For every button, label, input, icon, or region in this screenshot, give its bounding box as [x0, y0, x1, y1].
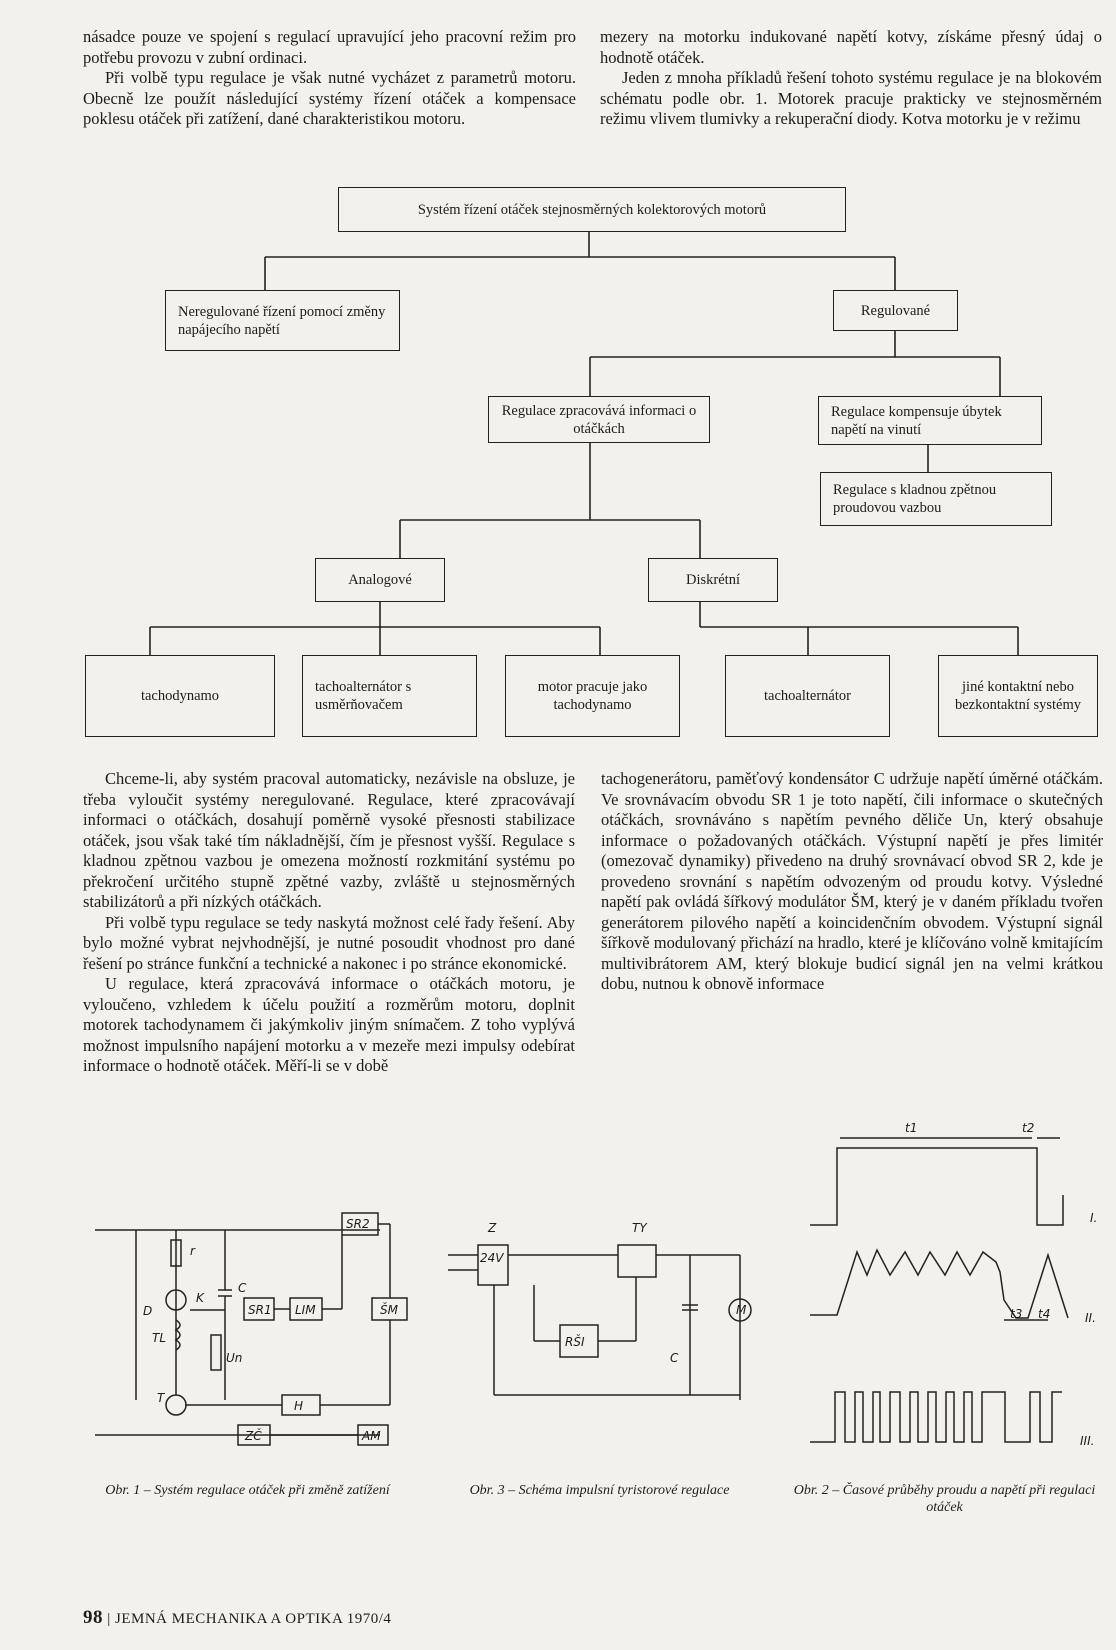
paragraph: tachogenerátoru, paměťový kondensátor C udržuje napětí úměrné otáčkám. Ve srovnávacím obvodu SR 1 je toto napětí, čili informace o skutečných otáčkách, srovnáváno s napětím pevného děliče Un, který obsahuje informace o požadovaných otáčkách. Výstupní napětí je přes limitér (omezovač dynamiky) přivedeno na druhý srovnávací obvod SR 2, kde je provedeno srovnání s napětím odvozeným od proudu kotvy. Výsledné napětí pak ovládá šířkový modulátor ŠM, který je v daném příkladu tvořen generátorem pilového napětí a koincidenčním obvodem. Výstupní signál šířkově modulovaný přichází na hradlo, které je klíčováno volně kmitajícím multivibrátorem AM, který blokuje budicí signál jen na velmi krátkou dobu, nutnou k obnově informace — [601, 769, 1103, 993]
tree-positive-feedback-box: Regulace s kladnou zpětnou proudovou vazbou — [820, 472, 1052, 526]
fig1-label: TL — [152, 1331, 167, 1345]
tree-leaf-box: tachoalternátor s usměrňovačem — [302, 655, 477, 737]
fig3-label: TY — [632, 1221, 647, 1235]
fig1-label: ŠM — [380, 1303, 398, 1317]
fig1-label: H — [294, 1399, 304, 1413]
fig1-label: ZČ — [245, 1429, 262, 1443]
fig3-label: C — [670, 1351, 679, 1365]
fig2-waveforms — [810, 1138, 1068, 1442]
fig2-label: t4 — [1038, 1307, 1051, 1321]
fig2-label: III. — [1080, 1434, 1095, 1448]
fig2-label: t3 — [1010, 1307, 1023, 1321]
fig3-schematic — [448, 1245, 751, 1400]
caption-obr1: Obr. 1 – Systém regulace otáček při změně zatížení — [105, 1483, 390, 1498]
fig1-label: SR1 — [248, 1303, 272, 1317]
fig3-labels — [480, 1221, 747, 1365]
tree-info-box: Regulace zpracovává informaci o otáčkách — [488, 396, 710, 443]
tree-unregulated-box: Neregulované řízení pomocí změny napájecího napětí — [165, 290, 400, 351]
fig2-label: t1 — [905, 1121, 918, 1135]
fig2-label: II. — [1085, 1311, 1096, 1325]
fig1-label: D — [143, 1304, 153, 1318]
tree-analog-box: Analogové — [315, 558, 445, 602]
tree-leaf-box: tachoalternátor — [725, 655, 890, 737]
caption-obr3: Obr. 3 – Schéma impulsní tyristorové regulace — [469, 1483, 730, 1498]
fig1-label: r — [190, 1244, 195, 1258]
fig3-label: 24V — [480, 1251, 504, 1265]
tree-leaf-box: jiné kontaktní nebo bezkontaktní systémy — [938, 655, 1098, 737]
fig3-label: Z — [488, 1221, 497, 1235]
page-footer — [83, 1607, 391, 1629]
tree-discrete-box: Diskrétní — [648, 558, 778, 602]
fig1-label: AM — [362, 1429, 381, 1443]
paragraph: Chceme-li, aby systém pracoval automaticky, nezávisle na obsluze, je třeba vyloučit systémy neregulované. Regulace, které zpracovávají informaci o otáčkách, dosahují poměrně vysoké přesnosti stabilizace otáček, jsou však také tím nákladnější, čím je přesnost vyšší. Regulace s kladnou zpětnou vazbou je omezena možností rozkmitání systému po překročení určitého stupně zpětné vazby, zvláště u stejnosměrných stabilizátorů a při nízkých otáčkách. — [83, 769, 575, 911]
fig1-schematic — [95, 1213, 407, 1445]
fig3-label: M — [736, 1303, 747, 1317]
tree-regulated-box: Regulované — [833, 290, 958, 331]
journal-name: JEMNÁ MECHANIKA A OPTIKA 1970/4 — [115, 1611, 392, 1627]
fig1-label: K — [196, 1291, 204, 1305]
paragraph: U regulace, která zpracovává informace o otáčkách motoru, je vyloučeno, vzhledem k účelu použití a rozměrům motoru, doplnit motorek tachodynamem či jakýmkoliv jiným snímačem. Z toho vyplývá možnost impulsního napájení motorku a v mezeře mezi impulsy odebírat informace o hodnotě otáček. Měří-li se v době — [83, 974, 575, 1075]
paragraph: násadce pouze ve spojení s regulací upravující jeho pracovní režim pro potřebu provozu v zubní ordinaci. — [83, 27, 576, 67]
page-number: 98 — [83, 1607, 103, 1628]
fig3-label: RŠI — [565, 1335, 585, 1349]
fig2-label: I. — [1090, 1211, 1098, 1225]
fig1-label: LIM — [295, 1303, 316, 1317]
fig1-label: Un — [226, 1351, 243, 1365]
caption-obr2: Obr. 2 – Časové průběhy proudu a napětí při regulaci otáček — [793, 1483, 1096, 1515]
fig1-label: C — [238, 1281, 247, 1295]
tree-root-box: Systém řízení otáček stejnosměrných kolektorových motorů — [338, 187, 846, 232]
tree-compensation-box: Regulace kompensuje úbytek napětí na vinutí — [818, 396, 1042, 445]
paragraph: mezery na motorku indukované napětí kotvy, získáme přesný údaj o hodnotě otáček. — [600, 27, 1102, 67]
footer-divider: | — [107, 1611, 116, 1627]
fig1-label: SR2 — [346, 1217, 370, 1231]
paragraph: Při volbě typu regulace je však nutné vycházet z parametrů motoru. Obecně lze použít následující systémy řízení otáček a kompensace poklesu otáček při zatížení, dané charakteristikou motoru. — [83, 68, 576, 128]
paragraph: Při volbě typu regulace se tedy naskytá možnost celé řady řešení. Aby bylo možné vybrat nejvhodnější, je nutné posoudit vhodnost pro dané řešení po stránce funkční a technické a nakonec i po stránce ekonomické. — [83, 912, 575, 973]
paragraph: Jeden z mnoha příkladů řešení tohoto systému regulace je na blokovém schématu podle obr. 1. Motorek pracuje prakticky ve stejnosměrném režimu vlivem tlumivky a rekuperační diody. Kotva motorku je v režimu — [600, 68, 1102, 128]
tree-leaf-box: motor pracuje jako tachodynamo — [505, 655, 680, 737]
tree-leaf-box: tachodynamo — [85, 655, 275, 737]
fig1-label: T — [157, 1391, 165, 1405]
fig2-label: t2 — [1022, 1121, 1035, 1135]
